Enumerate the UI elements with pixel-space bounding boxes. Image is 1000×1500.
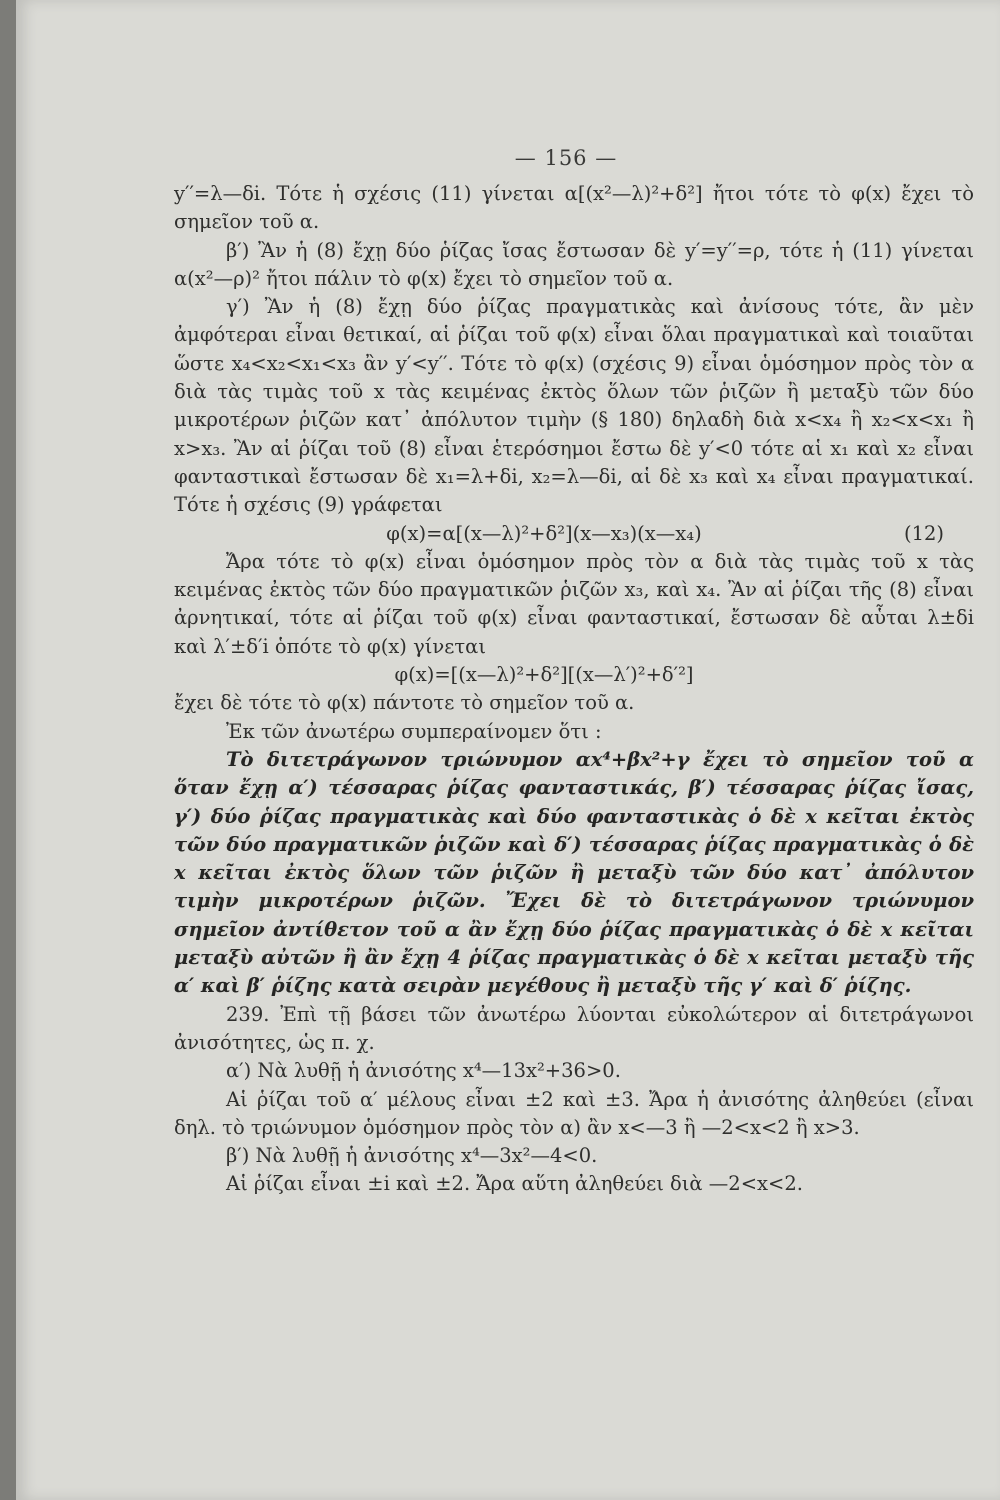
example-a-statement: α′) Νὰ λυθῇ ἡ ἀνισότης x⁴—13x²+36>0. — [226, 1059, 621, 1083]
paragraph-conclusion-intro: Ἐκ τῶν ἀνωτέρω συμπεραίνομεν ὅτι : — [226, 719, 602, 743]
equation-product: φ(x)=[(x—λ)²+δ²][(x—λ′)²+δ′²] — [394, 663, 694, 687]
paragraph-6: ἔχει δὲ τότε τὸ φ(x) πάντοτε τὸ σημεῖον τοῦ α. — [174, 691, 635, 715]
page-body — [174, 180, 974, 1199]
equation-12-formula: φ(x)=α[(x—λ)²+δ²](x—x₃)(x—x₄) — [386, 521, 702, 545]
paragraph-case-c: γ′) Ἂν ἡ (8) ἔχῃ δύο ῥίζας πραγματικὰς καὶ ἀνίσους τότε, ἂν μὲν ἀμφότεραι εἶναι θετικαί, αἱ ῥίζαι τοῦ φ(x) εἶναι ὅλαι πραγματικαὶ καὶ τοιαῦται ὥστε x₄<x₂<x₁<x₃ ἂν y′<y′′. Τότε τὸ φ(x) (σχέσις 9) εἶναι ὁμόσημον πρὸς τὸν α διὰ τὰς τιμὰς τοῦ x τὰς κειμένας ἐκτὸς ὅλων τῶν ῥιζῶν ἢ μεταξὺ τῶν δύο μικροτέρων ῥιζῶν κατ᾽ ἀπόλυτον τιμὴν (§ 180) δηλαδὴ διὰ x<x₄ ἢ x₂<x<x₁ ἢ x>x₃. Ἂν αἱ ῥίζαι τοῦ (8) εἶναι ἑτερόσημοι ἔστω δὲ y′<0 τότε αἱ x₁ καὶ x₂ εἶναι φανταστικαὶ ἔστωσαν δὲ x₁=λ+δi, x₂=λ—δi, αἱ δὲ x₃ καὶ x₄ εἶναι πραγματικαί. Τότε ἡ σχέσις (9) γράφεται — [174, 295, 974, 517]
example-b-statement: β′) Νὰ λυθῇ ἡ ἀνισότης x⁴—3x²—4<0. — [226, 1144, 598, 1168]
paragraph-4: Ἄρα τότε τὸ φ(x) εἶναι ὁμόσημον πρὸς τὸν α διὰ τὰς τιμὰς τοῦ x τὰς κειμένας ἐκτὸς τῶν δύο πραγματικῶν ῥιζῶν x₃, καὶ x₄. Ἂν αἱ ῥίζαι τῆς (8) εἶναι ἀρνητικαί, τότε αἱ ῥίζαι τοῦ φ(x) εἶναι φανταστικαί, ἔστωσαν δὲ αὗται λ±δi καὶ λ′±δ′i ὁπότε τὸ φ(x) γίνεται — [174, 549, 974, 658]
section-239: 239. Ἐπὶ τῇ βάσει τῶν ἀνωτέρω λύονται εὐκολώτερον αἱ διτετράγωνοι ἀνισότητες, ὡς π. χ. — [174, 1002, 974, 1054]
example-a-solution: Αἱ ῥίζαι τοῦ α′ μέλους εἶναι ±2 καὶ ±3. Ἄρα ἡ ἀνισότης ἀληθεύει (εἶναι δηλ. τὸ τριώνυμον ὁμόσημον πρὸς τὸν α) ἂν x<—3 ἢ —2<x<2 ἢ x>3. — [174, 1087, 974, 1139]
theorem-statement: Τὸ διτετράγωνον τριώνυμον αx⁴+βx²+γ ἔχει τὸ σημεῖον τοῦ α ὅταν ἔχῃ α′) τέσσαρας ῥίζας φανταστικάς, β′) τέσσαρας ῥίζας ἴσας, γ′) δύο ῥίζας πραγματικὰς καὶ δύο φανταστικὰς ὁ δὲ x κεῖται ἐκτὸς τῶν δύο πραγματικῶν ῥιζῶν καὶ δ′) τέσσαρας ῥίζας πραγματικὰς ὁ δὲ x κεῖται ἐκτὸς ὅλων τῶν ῥιζῶν ἢ μεταξὺ τῶν δύο κατ᾽ ἀπόλυτον τιμὴν μικροτέρων ῥιζῶν. Ἔχει δὲ τὸ διτετράγωνον τριώνυμον σημεῖον ἀντίθετον τοῦ α ἂν ἔχῃ δύο ῥίζας πραγματικὰς ὁ δὲ x κεῖται μεταξὺ αὐτῶν ἢ ἂν ἔχῃ 4 ῥίζας πραγματικὰς ὁ δὲ x κεῖται μεταξὺ τῆς α′ καὶ β′ ῥίζης κατὰ σειρὰν μεγέθους ἢ μεταξὺ τῆς γ′ καὶ δ′ ῥίζης. — [174, 747, 974, 998]
equation-12 — [174, 520, 974, 548]
page-number: — 156 — — [514, 146, 618, 170]
paragraph-case-b: β′) Ἂν ἡ (8) ἔχῃ δύο ῥίζας ἴσας ἔστωσαν δὲ y′=y′′=ρ, τότε ἡ (11) γίνεται α(x²—ρ)² ἤτοι πάλιν τὸ φ(x) ἔχει τὸ σημεῖον τοῦ α. — [174, 238, 974, 290]
equation-12-number: (12) — [903, 521, 944, 545]
example-b-solution: Αἱ ῥίζαι εἶναι ±i καὶ ±2. Ἄρα αὕτη ἀληθεύει διὰ —2<x<2. — [226, 1172, 803, 1196]
paragraph-1: y′′=λ—δi. Τότε ἡ σχέσις (11) γίνεται α[(x²—λ)²+δ²] ἤτοι τότε τὸ φ(x) ἔχει τὸ σημεῖον τοῦ α. — [174, 182, 974, 234]
book-page — [16, 0, 1000, 1500]
